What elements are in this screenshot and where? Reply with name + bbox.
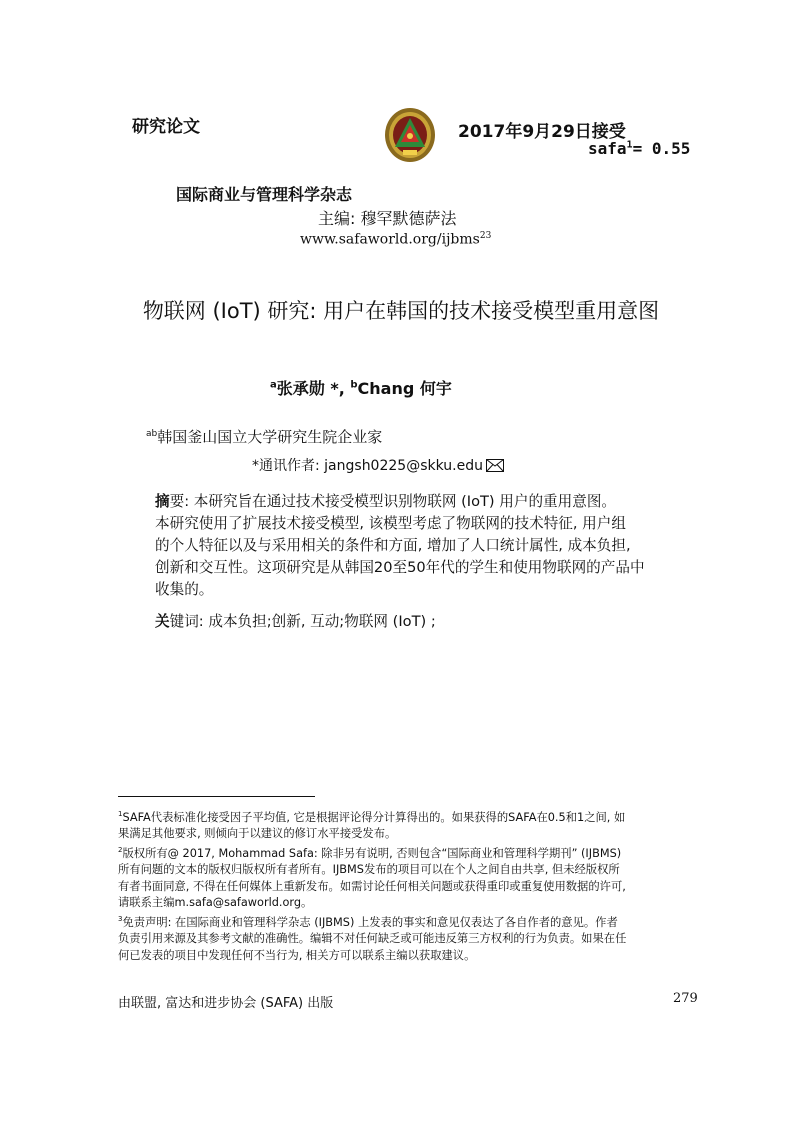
abstract-line: 的个人特征以及与采用相关的条件和方面, 增加了人口统计属性, 成本负担, bbox=[155, 537, 631, 554]
footnote-line: 所有问题的文本的版权归版权所有者所有。IJBMS发布的项目可以在个人之间自由共享, 但未经版权所 bbox=[118, 863, 620, 877]
article-type: 研究论文 bbox=[132, 117, 200, 137]
abstract bbox=[155, 491, 695, 601]
corresponding-author bbox=[252, 455, 504, 475]
safa-score: safa$^1$= 0.55 bbox=[588, 139, 691, 158]
abstract-line: 收集的。 bbox=[155, 581, 214, 598]
mail-icon[interactable] bbox=[486, 459, 504, 472]
paper-title: 物联网 (IoT) 研究: 用户在韩国的技术接受模型重用意图 bbox=[142, 299, 660, 323]
journal-editor: 主编: 穆罕默德萨法 bbox=[318, 209, 457, 228]
footnotes bbox=[118, 806, 698, 964]
footnote-line: 请联系主编m.safa@safaworld.org。 bbox=[118, 896, 313, 910]
corresponding-email[interactable]: *通讯作者: jangsh0225@skku.edu bbox=[252, 458, 483, 474]
keywords: 关键词: 成本负担;创新, 互动;物联网 (IoT) ; bbox=[155, 613, 436, 630]
footnote-line: $^1$SAFA代表标准化接受因子平均值, 它是根据评论得分计算得出的。如果获得的SAFA在0.5和1之间, 如 bbox=[118, 810, 626, 824]
authors: $^a$张承勋 *, $^b$Chang 何宇 bbox=[270, 379, 452, 398]
footnote-line: $^3$免责声明: 在国际商业和管理科学杂志 (IJBMS) 上发表的事实和意见仅表达了各自作者的意见。作者 bbox=[118, 915, 618, 930]
abstract-line: 摘要: 本研究旨在通过技术接受模型识别物联网 (IoT) 用户的重用意图。 bbox=[155, 493, 617, 510]
footnote-line: 负责引用来源及其参考文献的准确性。编辑不对任何缺乏或可能违反第三方权利的行为负责。如果在任 bbox=[118, 932, 627, 946]
journal-url[interactable]: www.safaworld.org/ijbms$^{23}$ bbox=[300, 231, 492, 248]
safa-logo-icon bbox=[384, 107, 436, 163]
footnote-line: 果满足其他要求, 则倾向于以建议的修订水平接受发布。 bbox=[118, 827, 397, 841]
received-date: 2017年9月29日接受 bbox=[458, 122, 626, 142]
page-number: 279 bbox=[673, 991, 698, 1006]
affiliation: $^{ab}$韩国釜山国立大学研究生院企业家 bbox=[146, 428, 383, 446]
footnote-line: 何已发表的项目中发现任何不当行为, 相关方可以联系主编以获取建议。 bbox=[118, 948, 476, 962]
publisher-footer: 由联盟, 富达和进步协会 (SAFA) 出版 bbox=[118, 996, 334, 1011]
abstract-line: 创新和交互性。这项研究是从韩国20至50年代的学生和使用物联网的产品中 bbox=[155, 559, 645, 576]
journal-name: 国际商业与管理科学杂志 bbox=[176, 185, 353, 204]
footnote-divider bbox=[118, 796, 315, 797]
footnote-line: $^2$版权所有@ 2017, Mohammad Safa: 除非另有说明, 否则包含“国际商业和管理科学期刊” (IJBMS) bbox=[118, 846, 622, 861]
footnote-line: 有者书面同意, 不得在任何媒体上重新发布。如需讨论任何相关问题或获得重印或重复使用数据的许可, bbox=[118, 879, 626, 893]
abstract-line: 本研究使用了扩展技术接受模型, 该模型考虑了物联网的技术特征, 用户组 bbox=[155, 515, 626, 532]
